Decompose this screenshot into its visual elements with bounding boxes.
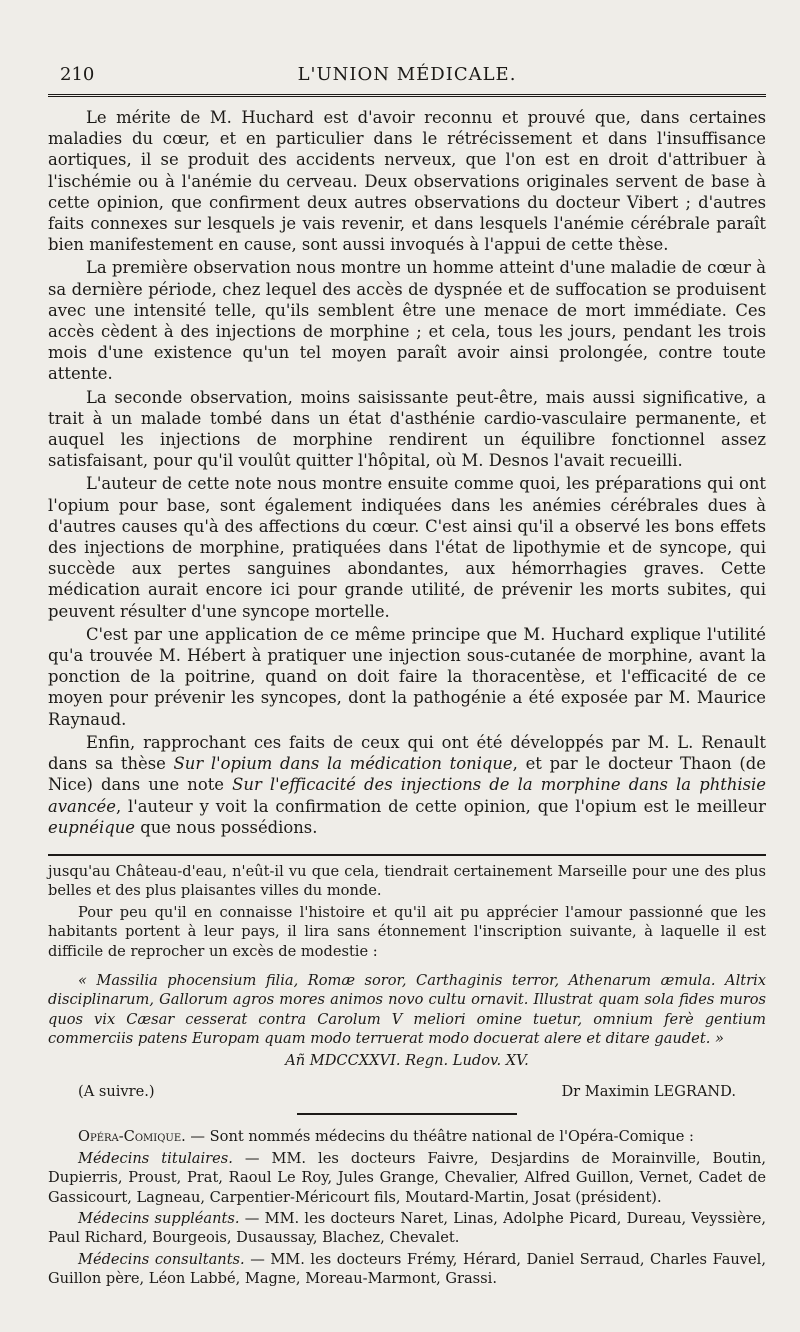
text-run: Enfin, rapprochant ces faits de ceux qui ont été développés par M. L. Renault dans sa thèse — [48, 732, 766, 774]
article-body — [48, 107, 766, 838]
text-run: — MM. les docteurs Naret, Linas, Adolphe Picard, Dureau, Veyssière, Paul Richard, Bourgeois, Dusaussay, Blachez, Chevalet. — [48, 1210, 766, 1247]
label: Médecins consultants. — [78, 1250, 245, 1268]
italic-word: eupnéique — [48, 817, 135, 837]
page-header — [48, 58, 766, 97]
notice-consultants — [48, 1250, 766, 1289]
section-divider — [48, 854, 766, 856]
text-run: — Sont nommés médecins du théâtre national de l'Opéra-Comique : — [185, 1128, 694, 1146]
opera-comique-notice — [48, 1127, 766, 1288]
notice-titulaires — [48, 1149, 766, 1207]
signature-row — [48, 1082, 766, 1101]
text-run: — MM. les docteurs Faivre, Desjardins de Morainville, Boutin, Dupierris, Proust, Prat, Raoul Le Roy, Jules Grange, Chevalier, Alfred Guillon, Vernet, Cadet de Gassicourt, Lagneau, Carpentier-Méricourt fils, Moutard-Martin, Josat (président). — [48, 1149, 767, 1206]
author-signature: Dr Maximin LEGRAND. — [561, 1082, 736, 1100]
italic-title: Sur l'opium dans la médication tonique — [173, 754, 513, 774]
notice-suppleants — [48, 1209, 766, 1248]
label: Médecins suppléants. — [78, 1210, 240, 1227]
notice-intro — [48, 1127, 766, 1146]
text-run: , l'auteur y voit la confirmation de cette opinion, que l'opium est le meilleur — [115, 796, 766, 816]
article-paragraph-1: Le mérite de M. Huchard est d'avoir reconnu et prouvé que, dans certaines maladies du cœur, et en particulier dans le rétrécissement et dans l'insuffisance aortiques, il se produit des accidents nerveux, que l'on est en droit d'attribuer à l'ischémie ou à l'anémie du cerveau. Deux observations originales servent de base à cette opinion, que confirment deux autres observations du docteur Vibert ; d'autres faits connexes sur lesquels je vais revenir, et dans lesquels l'anémie cérébrale paraît bien manifestement en cause, sont aussi invoqués à l'appui de cette thèse. — [48, 108, 766, 255]
feuilleton-paragraph-1: jusqu'au Château-d'eau, n'eût-il vu que cela, tiendrait certainement Marseille pour une des plus belles et des plus plaisantes villes du monde. — [48, 862, 766, 900]
italic-title: Sur l'efficacité des injections de la morphine dans la phthisie avancée — [48, 775, 766, 816]
latin-inscription: « Massilia phocensium filia, Romæ soror, Carthaginis terror, Athenarum æmula. Altrix disciplinarum, Gallorum agros mores animos novo cultu ornavit. Illustrat quam sola fides muros quos vix Cæsar cesserat contra Carolum V meliori omine tuetur, omnium ferè gentium commerciis patens Europam quam modo terruerat modo docuerat alere et ditare gaudet. » — [48, 971, 766, 1048]
article-paragraph-2: La première observation nous montre un homme atteint d'une maladie de cœur à sa dernière période, chez lequel des accès de dyspnée et de suffocation se produisent avec une intensité telle, qu'ils semblent être une menace de mort immédiate. Ces accès cèdent à des injections de morphine ; et cela, tous les jours, pendant les trois mois d'une existence qu'un tel moyen paraît avoir ainsi prolongée, contre toute attente. — [48, 258, 766, 384]
article-paragraph-5: C'est par une application de ce même principe que M. Huchard explique l'utilité qu'a trouvée M. Hébert à pratiquer une injection sous-cutanée de morphine, avant la ponction de la poitrine, quand on doit faire la thoracentèse, et l'efficacité de ce moyen pour prévenir les syncopes, dont la pathogénie a été exposée par M. Maurice Raynaud. — [48, 624, 766, 729]
article-paragraph-4: L'auteur de cette note nous montre ensuite comme quoi, les préparations qui ont l'opium pour base, sont également indiquées dans les anémies cérébrales dues à d'autres causes qu'à des affections du cœur. C'est ainsi qu'il a observé les bons effets des injections de morphine, pratiquées dans l'état de lipothymie et de syncope, qui succède aux pertes sanguines abondantes, aux hémorrhagies graves. Cette médication aurait encore ici pour grande utilité, de prévenir les morts subites, qui peuvent résulter d'une syncope mortelle. — [48, 474, 766, 621]
running-title: L'UNION MÉDICALE. — [297, 64, 517, 85]
article-paragraph-6 — [48, 732, 766, 838]
notice-heading: Opéra-Comique. — [78, 1128, 186, 1146]
page-number: 210 — [60, 64, 95, 85]
label: Médecins titulaires. — [78, 1149, 233, 1167]
feuilleton-paragraph-2: Pour peu qu'il en connaisse l'histoire et qu'il ait pu apprécier l'amour passionné que les habitants portent à leur pays, il lira sans étonnement l'inscription suivante, à laquelle il est difficile de reprocher un excès de modestie : — [48, 903, 766, 960]
page — [48, 58, 766, 1291]
inscription-date: Añ MDCCXXVI. Regn. Ludov. XV. — [285, 1051, 529, 1069]
feuilleton — [48, 862, 766, 1101]
to-be-continued: (A suivre.) — [78, 1082, 155, 1100]
article-paragraph-3: La seconde observation, moins saisissante peut-être, mais aussi significative, a trait à un malade tombé dans un état d'asthénie cardio-vasculaire permanente, et auquel les injections de morphine rendirent un équilibre fonctionnel assez satisfaisant, pour qu'il voulût quitter l'hôpital, où M. Desnos l'avait recueilli. — [48, 387, 766, 471]
short-divider — [297, 1113, 517, 1115]
text-run: — MM. les docteurs Frémy, Hérard, Daniel Serraud, Charles Fauvel, Guillon père, Léon Labbé, Magne, Moreau-Marmont, Grassi. — [48, 1250, 766, 1288]
text-run: , et par le docteur Thaon (de Nice) dans une note — [48, 754, 766, 795]
text-run: que nous possédions. — [135, 817, 318, 837]
